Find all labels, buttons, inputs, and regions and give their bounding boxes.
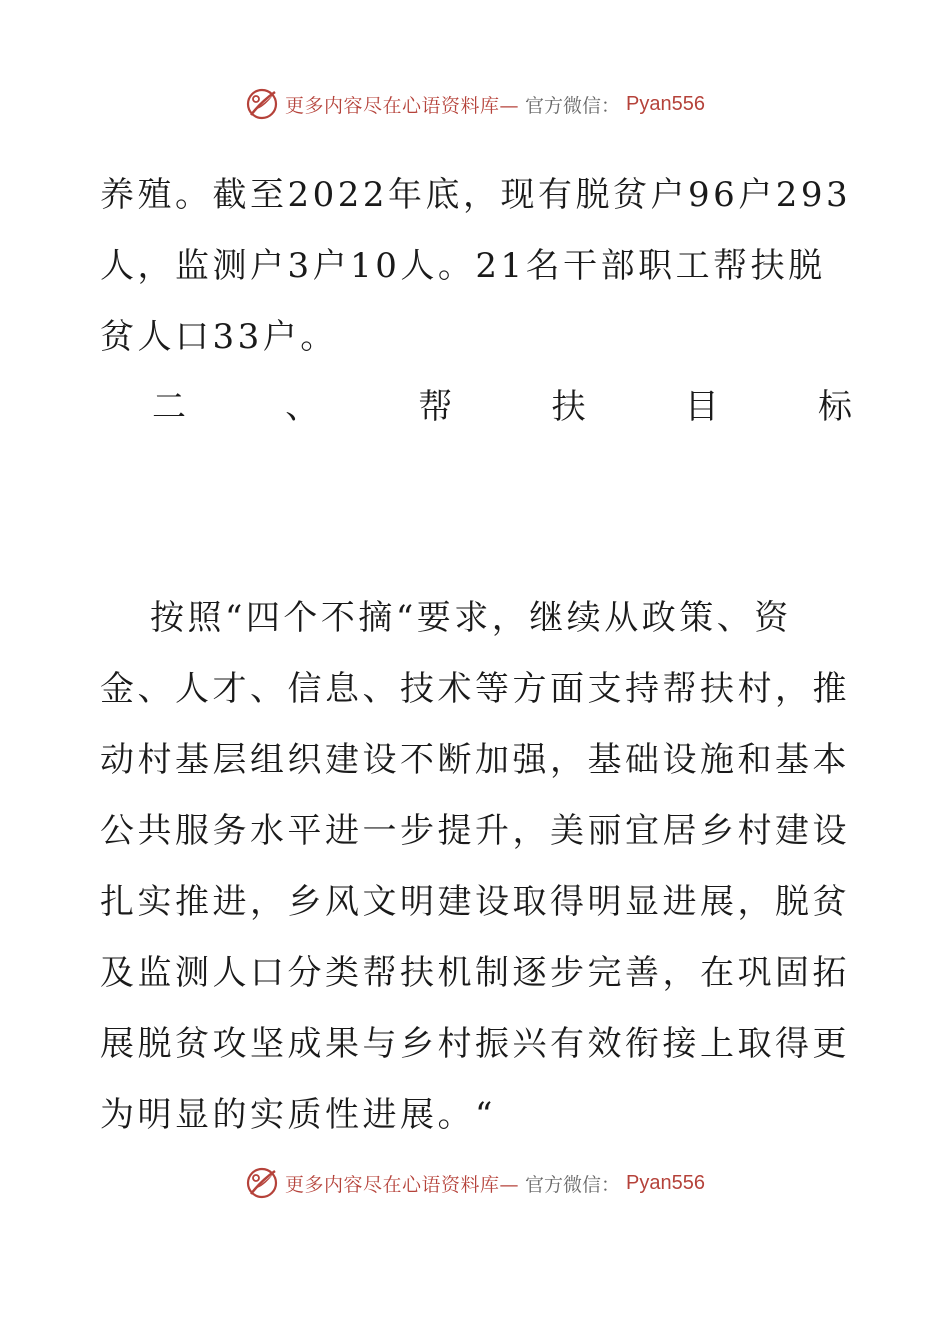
footer-watermark-banner bbox=[0, 1163, 950, 1203]
heading-char: 帮 bbox=[418, 387, 453, 427]
paragraph-goals: 按照“四个不摘“要求，继续从政策、资金、人才、信息、技术等方面支持帮扶村，推动村基层组织建设不断加强，基础设施和基本公共服务水平进一步提升，美丽宜居乡村建设扎实推进，乡风文明建设取得明显进展，脱贫及监测人口分类帮扶机制逐步完善，在巩固拓展脱贫攻坚成果与乡村振兴有效衔接上取得更为明显的实质性进展。“ bbox=[100, 598, 850, 1135]
quill-logo-icon bbox=[245, 1166, 279, 1200]
heading-char: 目 bbox=[684, 387, 719, 427]
header-watermark-banner bbox=[0, 84, 950, 124]
quill-logo-icon bbox=[245, 87, 279, 121]
heading-char: 、 bbox=[285, 387, 320, 427]
heading-char: 标 bbox=[817, 387, 852, 427]
heading-char: 扶 bbox=[551, 387, 586, 427]
banner-wechat-label: 官方微信： bbox=[525, 1173, 621, 1196]
banner-wechat-label: 官方微信： bbox=[525, 94, 621, 117]
banner-wechat-id: Pyan556 bbox=[626, 92, 705, 115]
banner-text: 更多内容尽在心语资料库— bbox=[285, 1173, 520, 1196]
banner-text: 更多内容尽在心语资料库— bbox=[285, 94, 520, 117]
paragraph-poverty-status: 养殖。截至2022年底，现有脱贫户96户293人，监测户3户10人。21名干部职工帮扶脱贫人口33户。 bbox=[100, 175, 852, 357]
heading-char: 二 bbox=[152, 387, 186, 427]
section-heading bbox=[100, 372, 860, 443]
banner-wechat-id: Pyan556 bbox=[626, 1171, 705, 1194]
